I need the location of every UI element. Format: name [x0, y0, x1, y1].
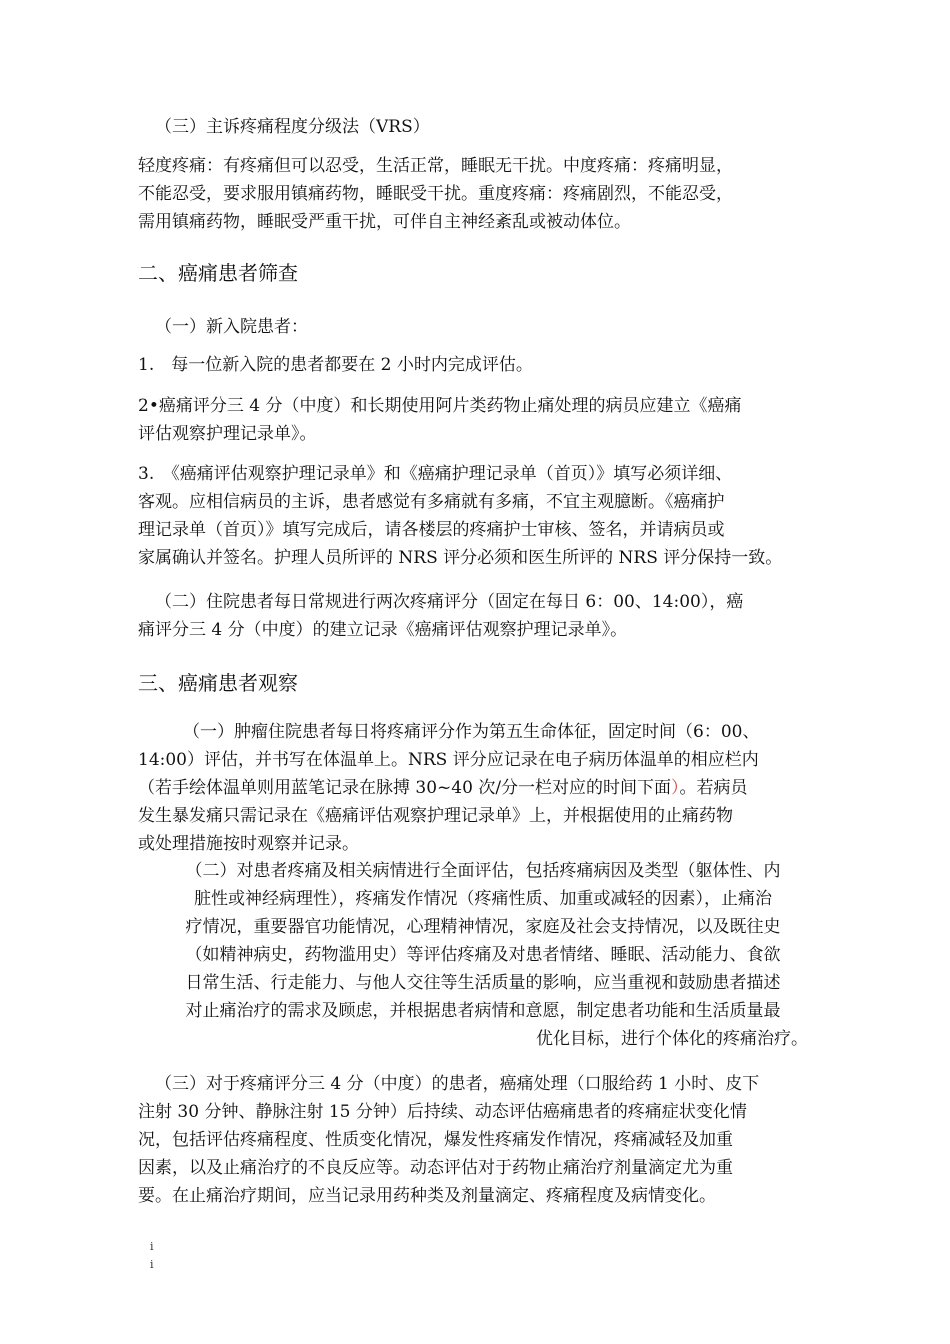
footer-mark: i	[150, 1240, 154, 1253]
list-item-3: 3. 《癌痛评估观察护理记录单》和《癌痛护理记录单（首页）》填写必须详细、 客观。应相信病员的主诉，患者感觉有多痛就有多痛，不宜主观臆断。《癌痛护 理记录单（首页）》填写完成后，请各楼层的疼痛护士审核、签名，并请病员或 家属确认并签名。护理人员所评的 NRS 评分必须和医生所评的 NRS 评分保持一致。	[138, 464, 783, 568]
observation-paragraph-1: （一）肿瘤住院患者每日将疼痛评分作为第五生命体征，固定时间（6：00、 14:00）评估，并书写在体温单上。NRS 评分应记录在电子病历体温单的相应栏内 （若手绘体温单则用蓝笔记录在脉搏 30~40 次/分一栏对应的时间下面）。若病员 发生暴发痛只需记录在《癌痛评估观察护理记录单》上，并根据使用的止痛药物 或处理措施按时观察并记录。	[138, 722, 760, 854]
observation-heading: 三、癌痛患者观察	[138, 671, 298, 695]
red-bracket: ）	[671, 778, 680, 798]
inpatient-paragraph: （二）住院患者每日常规进行两次疼痛评分（固定在每日 6：00、14:00），癌 痛评分三 4 分（中度）的建立记录《癌痛评估观察护理记录单》。	[138, 592, 744, 640]
list-item-1: 1. 每一位新入院的患者都要在 2 小时内完成评估。	[138, 355, 533, 375]
vrs-title: （三）主诉疼痛程度分级法（VRS）	[155, 117, 430, 137]
new-patients-title: （一）新入院患者：	[155, 317, 308, 337]
footer-mark: i	[150, 1258, 154, 1271]
screening-heading: 二、癌痛患者筛查	[138, 261, 298, 285]
observation-paragraph-2: （二）对患者疼痛及相关病情进行全面评估，包括疼痛病因及类型（躯体性、内 脏性或神经病理性），疼痛发作情况（疼痛性质、加重或减轻的因素），止痛治 疗情况，重要器官功能情况，心理精神情况，家庭及社会支持情况，以及既往史 （如精神病史，药物滥用史）等评估疼痛及对患者情绪、睡眠、活动能力、食欲 日常生活、行走能力、与他人交往等生活质量的影响，应当重视和鼓励患者描述 对止痛治疗的需求及顾虑，并根据患者病情和意愿，制定患者功能和生活质量最 优化目标，进行个体化的疼痛治疗。	[185, 861, 808, 1049]
observation-paragraph-3: （三）对于疼痛评分三 4 分（中度）的患者，癌痛处理（口服给药 1 小时、皮下 注射 30 分钟、静脉注射 15 分钟）后持续、动态评估癌痛患者的疼痛症状变化情 况，包括评估疼痛程度、性质变化情况，爆发性疼痛发作情况，疼痛减轻及加重 因素，以及止痛治疗的不良反应等。动态评估对于药物止痛治疗剂量滴定尤为重 要。在止痛治疗期间，应当记录用药种类及剂量滴定、疼痛程度及病情变化。	[138, 1074, 760, 1206]
vrs-description: 轻度疼痛：有疼痛但可以忍受，生活正常，睡眠无干扰。中度疼痛：疼痛明显， 不能忍受，要求服用镇痛药物，睡眠受干扰。重度疼痛：疼痛剧烈，不能忍受， 需用镇痛药物，睡眠受严重干扰，可伴自主神经紊乱或被动体位。	[138, 156, 733, 232]
list-item-2: 2•癌痛评分三 4 分（中度）和长期使用阿片类药物止痛处理的病员应建立《癌痛 评估观察护理记录单》。	[138, 396, 742, 444]
